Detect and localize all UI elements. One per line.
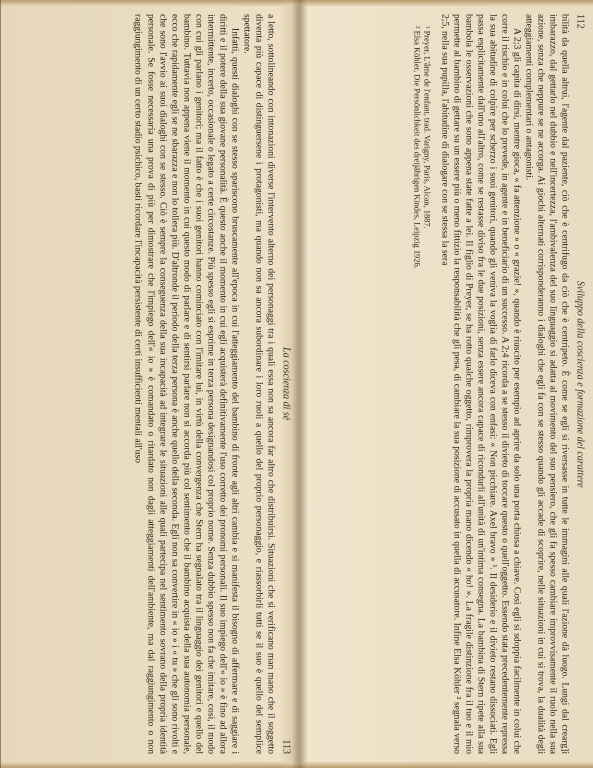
- footnote: ² Elsa Köhler, Die Persönlichkeit des dreijährigen Kindes, Leipzig 1926.: [411, 26, 421, 269]
- page-number: 112: [574, 14, 585, 29]
- running-title: La coscienza di sé: [280, 347, 291, 421]
- paragraph: Infatti, questi dialoghi con se stesso spariscono bruscamente all'epoca in cui l'atteggiamento del bambino di fronte agli altri cambia e si manifesta il bisogno di affermare e di saggiare i diritti e il potere della sua giovane personalità. È questo anche il momento in cui egli acquisterà definitivamente l'uso corretto dei pronomi personali. Il suo impiego dell'« io » è fino ad allora intermittente, incerto, occasionale o legato a certe circostanze. Più spesso egli si esprime in terza persona designandosi col proprio nome. Senza dubbio spesso non fa che imitare, così, il modo con cui gli parlano i genitori; ma il fatto è che i suoi genitori hanno cominciato con l'imitare lui, in virtù della convergenza che Stern ha segnalato tra il linguaggio dei genitori e quello del bambino. Tuttavia non appena viene il momento in cui questo modo di parlare e di sentirsi parlare non si accorda più col sentimento che il bambino acquista della sua autonomia personale, ecco che rapidamente egli se ne sbarazza e non lo tollera più. D'altronde il periodo della terza persona è anche quello della seconda. Egli non sa convertire in « io » i « tu » che gli sono rivolti e che sono l'avvio ai suoi dialoghi con se stesso. Ciò è sempre la conseguenza della sua incapacità ad integrare le situazioni alle quali partecipa nel sentimento sovrano della propria identità personale. Se fosse necessaria una prova di più per dimostrare che l'impiego dell'« io » è comandato o ritardato non dagli atteggiamenti dell'ambiente, ma dal raggiungimento o non raggiungimento di un certo stadio psichico, basti ricordare l'incapacità persistente di certi insufficienti mentali all'uso: [132, 14, 240, 754]
- body-text-112: [437, 10, 570, 758]
- paragraph: bilità da quella altrui, l'agente dal paziente, ciò che è centrifugo da ciò che è centripeto. È come se egli si riversasse in tutte le immagini alle quali l'azione dà luogo. Lungi dal crearg]i imbarazzo, dal gettarlo nel dubbio e nell'incertezza, l'ambivalenza del suo linguaggio si adatta al movimento del suo pensiero, che gli fa spesso cambiare improvvisamente il ruolo nella sua azione, senza che neppure se ne accorga. Ai giochi alternati corrisponderanno i dialoghi che egli fa con se stesso quando gli accade di scoprire, nelle situazioni in cui si trova, la dualità degli atteggiamenti complementari o antagonisti.: [522, 14, 570, 754]
- paragraph: a letto, sottolineando con intonazioni diverse l'intervento alterno dei personaggi tra i quali essa non sa ancora far altro che distribuirsi. Situazioni che si verificano man mano che il soggetto diventa più capace di distinguersene i protagonisti, ma quando non sa ancora subordinare i loro ruoli a quello del proprio personaggio, e riassorbirli tutti se il suo è quello del semplice spettatore.: [240, 14, 276, 754]
- body-text-113: [131, 10, 276, 758]
- running-title: Sviluppo della coscienza e formazione del carattere: [574, 280, 585, 488]
- running-header-113: [280, 10, 291, 758]
- footnote: ¹ Preyer, L'âme de l'enfant, trad. Varigny, Paris, Alcan, 1887.: [422, 26, 432, 229]
- running-header-112: [574, 10, 585, 758]
- page-113: [8, 10, 291, 758]
- page-number: 113: [280, 739, 291, 754]
- gutter-shadow: [291, 0, 307, 768]
- footnotes: [410, 10, 431, 758]
- paragraph: A 2;3 gli capita di dirsi, mentre gioca, « fa attenzione » o « grazie! », quando è riuscito per esempio ad aprire da solo una porta chiusa a chiave. Così egli si sdoppia facilmente in colui che corre il rischio e in colui che lo prevede, in agente e in beneficiario di un successo. A 2;4 ricorda a se stesso il divieto di toccare questo o quell'oggetto. Essendo stata precedentemente repressa la sua abitudine di colpire per scherzo i suoi genitori, quando gli veniva la voglia di farlo diceva con enfasi: « Non picchiare. Axel bravo » ¹. Il desiderio e il divieto restano dissociati. Egli passa esplicitamente dall'uno all'altro, come se restasse diviso fra le due posizioni, senza essere ancora capace di ricondurli all'unità di un'intima consegna. La bambina di Stern ripete alla sua bambola le osservazioni che sono appena state fatte a lei. Il figlio di Preyer, se ha rotto qualche oggetto, rimprovera la propria mano dicendo « ho! ». La fragile distinzione fra il tuo e il mio permette al bambino di gettare su un essere più o meno fittizio la responsabilità che gli pesa, di cambiare la sua posizione di accusato in quella di accusatore. Infine Elsa Köhler ² segnala verso 2;5, nella sua pupilla, l'abitudine di dialogare con se stessa la sera: [438, 14, 522, 754]
- page-112: [307, 10, 585, 758]
